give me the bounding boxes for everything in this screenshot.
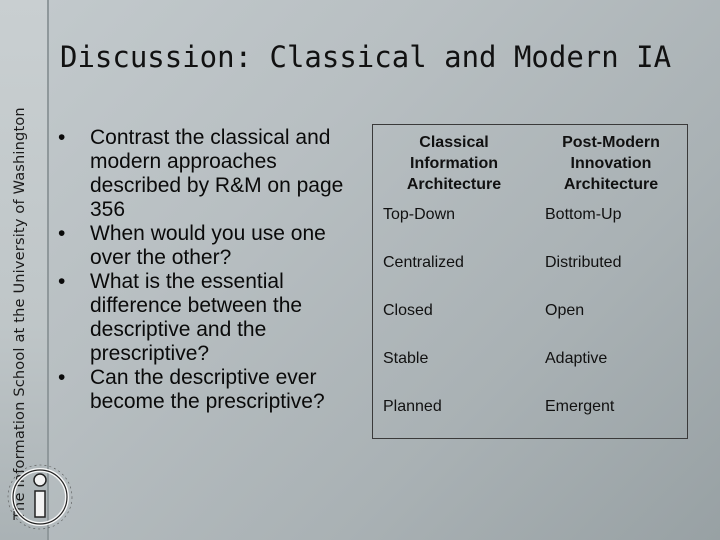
table-cell: Closed bbox=[383, 302, 433, 319]
bullet-item bbox=[58, 366, 368, 414]
bullet-item bbox=[58, 270, 368, 366]
bullet-text: When would you use one over the other? bbox=[90, 222, 326, 269]
bullet-item bbox=[58, 222, 368, 270]
table-cell: Emergent bbox=[545, 398, 615, 415]
table-row bbox=[373, 198, 688, 246]
table-cell: Stable bbox=[383, 350, 429, 367]
table-cell: Open bbox=[545, 302, 585, 319]
table-cell: Bottom-Up bbox=[545, 206, 622, 223]
bullet-text: Can the descriptive ever become the prescriptive? bbox=[90, 366, 325, 413]
table-header-postmodern: Post-Modern Innovation Architecture bbox=[562, 134, 660, 193]
table-row bbox=[373, 342, 688, 390]
bullet-text: Contrast the classical and modern approaches described by R&M on page 356 bbox=[90, 126, 344, 221]
table-row bbox=[373, 294, 688, 342]
ischool-logo-icon bbox=[6, 455, 76, 535]
bullet-dot-icon: • bbox=[58, 270, 66, 293]
table-row bbox=[373, 246, 688, 294]
bullet-dot-icon: • bbox=[58, 366, 66, 389]
table-header-classical: Classical Information Architecture bbox=[406, 134, 502, 193]
table-cell: Distributed bbox=[545, 254, 622, 271]
table-header-row bbox=[373, 125, 688, 199]
bullet-dot-icon: • bbox=[58, 222, 66, 245]
slide-title: Discussion: Classical and Modern IA bbox=[60, 40, 672, 74]
table-row bbox=[373, 390, 688, 439]
table-cell: Adaptive bbox=[545, 350, 608, 367]
bullet-item bbox=[58, 126, 368, 222]
bullet-list bbox=[58, 126, 368, 414]
ia-comparison-table bbox=[372, 124, 688, 439]
table-cell: Centralized bbox=[383, 254, 464, 271]
school-name-text: The Information School at the University of Washington bbox=[12, 107, 28, 520]
table-cell: Top-Down bbox=[383, 206, 456, 223]
bullet-dot-icon: • bbox=[58, 126, 66, 149]
table-cell: Planned bbox=[383, 398, 442, 415]
bullet-text: What is the essential difference between the descriptive and the prescriptive? bbox=[90, 270, 303, 365]
school-name-vertical bbox=[6, 0, 39, 520]
